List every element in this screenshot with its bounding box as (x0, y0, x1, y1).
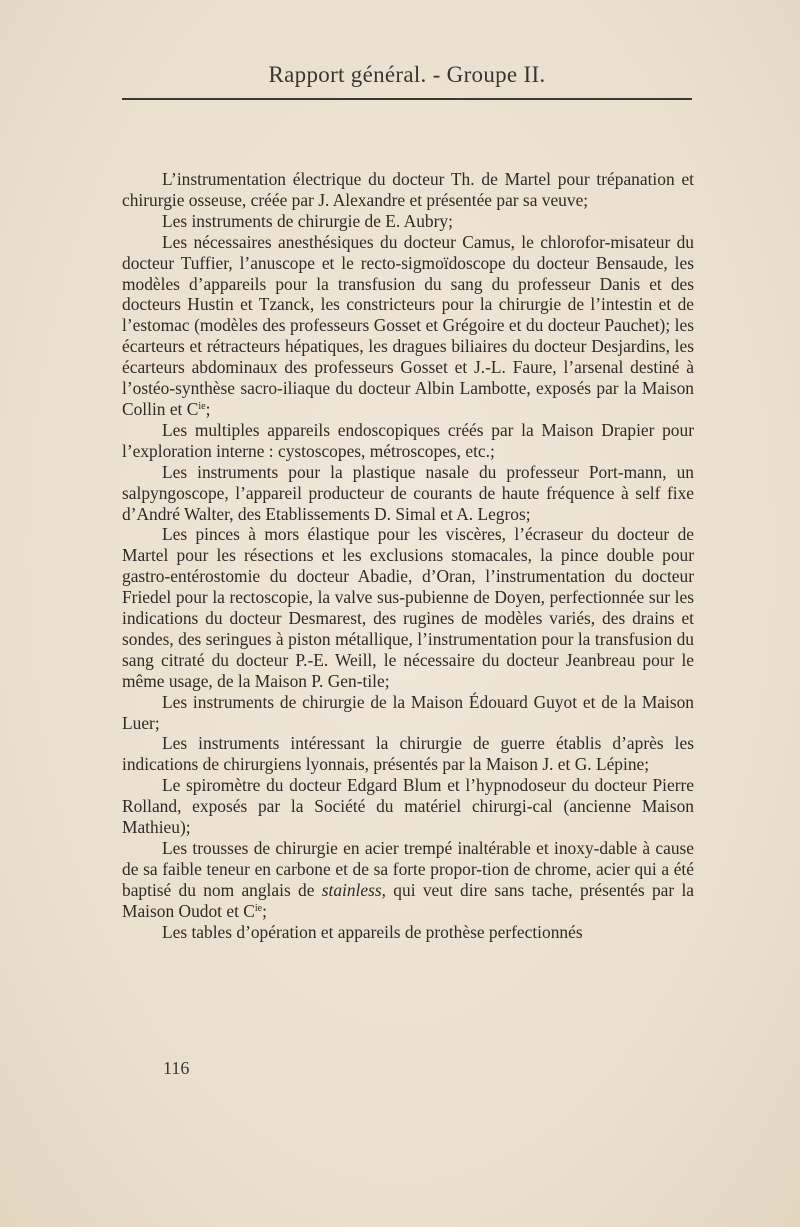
paragraph-text: Les nécessaires anesthésiques du docteur Camus, le chlorofor-misateur du docteur Tuffier, l’anuscope et le recto-sigmoïdoscope du docteur Bensaude, les modèles d’appareils pour la transfusion du sang du professeur Danis et des docteurs Hustin et Tzanck, les constricteurs pour la chirurgie de l’intestin et de l’estomac (modèles des professeurs Gosset et Grégoire et du docteur Pauchet); les écarteurs et rétracteurs hépatiques, les dragues biliaires du docteur Desjardins, les écarteurs abdominaux des professeurs Gosset et J.-L. Faure, l’arsenal destiné à l’ostéo-synthèse sacro-iliaque du docteur Albin Lambotte, exposés par la Maison Collin et C (122, 231, 694, 419)
running-header: Rapport général. - Groupe II. (268, 62, 546, 87)
paragraph (122, 169, 694, 211)
paragraph-text: L’instrumentation électrique du docteur Th. de Martel pour trépanation et chirurgie osseuse, créée par J. Alexandre et présentée par sa veuve; (122, 169, 694, 210)
page-number: 116 (163, 1058, 190, 1078)
paragraph (122, 420, 694, 462)
paragraph-text: Le spiromètre du docteur Edgard Blum et l’hypnodoseur du docteur Pierre Rolland, exposés par la Société du matériel chirurgi-cal (ancienne Maison Mathieu); (122, 775, 694, 838)
paragraph (122, 232, 694, 420)
punctuation: , (381, 879, 386, 900)
superscript: ie (198, 400, 206, 412)
header-rule (122, 98, 692, 100)
paragraph (122, 838, 694, 922)
superscript: ie (254, 902, 263, 914)
paragraph (122, 922, 694, 943)
paragraph (122, 692, 694, 734)
paragraph-text: Les tables d’opération et appareils de prothèse perfectionnés (162, 921, 583, 942)
punctuation: ; (262, 900, 267, 921)
paragraph (122, 462, 694, 525)
paragraph-text: Les instruments de chirurgie de la Maison Édouard Guyot et de la Maison Luer; (122, 691, 694, 733)
body-text (122, 169, 694, 943)
paragraph (122, 733, 694, 775)
italic-term: stainless (321, 879, 382, 900)
punctuation: ; (205, 398, 211, 419)
paragraph-text: Les multiples appareils endoscopiques créés par la Maison Drapier pour l’exploration interne : cystoscopes, métroscopes, etc.; (122, 419, 694, 461)
paragraph (122, 524, 694, 691)
paragraph-text: Les pinces à mors élastique pour les viscères, l’écraseur du docteur de Martel pour les résections et les exclusions stomacales, la pince double pour gastro-entérostomie du docteur Abadie, d’Oran, l’instrumentation du docteur Friedel pour la rectoscopie, la valve sus-pubienne de Doyen, perfectionnée sur les indications du docteur Desmarest, des rugines de modèles variés, des drains et sondes, des seringues à piston métallique, l’instrumentation pour la transfusion du sang citraté du docteur P.-E. Weill, le nécessaire du docteur Jeanbreau pour le même usage, de la Maison P. Gen-tile; (122, 524, 694, 691)
paragraph-text: Les trousses de chirurgie en acier trempé inaltérable et inoxy-dable à cause de sa faible teneur en carbone et de sa forte propor-tion de chrome, acier qui a été baptisé du nom anglais de (122, 838, 694, 900)
paragraph (122, 775, 694, 838)
paragraph-text: qui veut dire sans tache, présentés par la Maison Oudot et C (122, 879, 694, 921)
paragraph-text: Les instruments intéressant la chirurgie de guerre établis d’après les indications de chirurgiens lyonnais, présentés par la Maison J. et G. Lépine; (122, 733, 694, 775)
paragraph (122, 211, 694, 232)
paragraph-text: Les instruments de chirurgie de E. Aubry; (162, 210, 453, 231)
paragraph-text: Les instruments pour la plastique nasale du professeur Port-mann, un salpyngoscope, l’appareil producteur de courants de haute fréquence à self fixe d’André Walter, des Etablissements D. Simal et A. Legros; (122, 461, 694, 524)
